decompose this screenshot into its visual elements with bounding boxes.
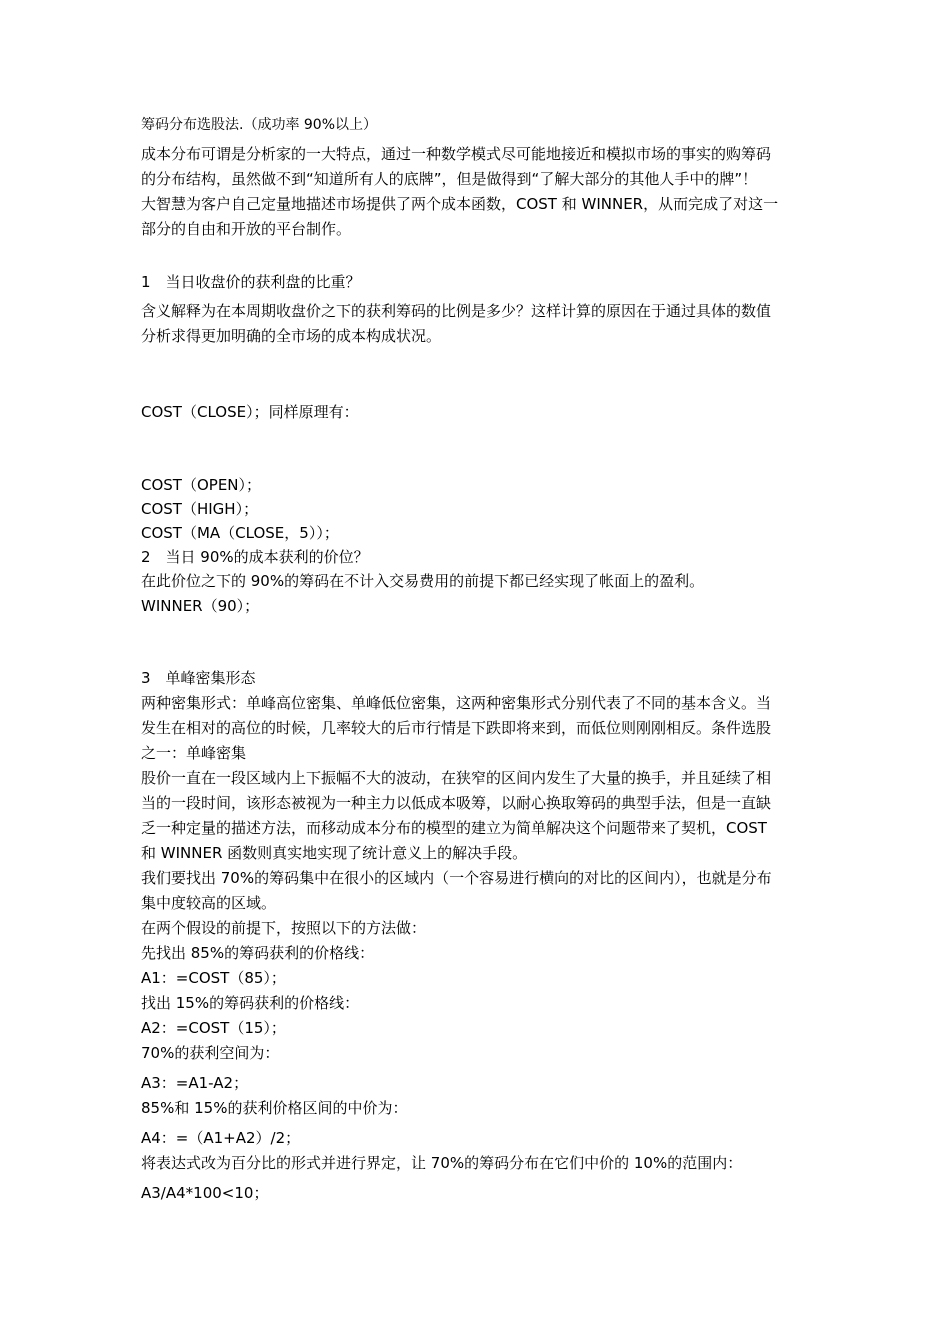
formula-line: A4：=（A1+A2）/2； — [141, 1129, 301, 1147]
intro-line: 部分的自由和开放的平台制作。 — [141, 220, 352, 238]
intro-line: 大智慧为客户自己定量地描述市场提供了两个成本函数，COST 和 WINNER，从而完成了对这一 — [141, 195, 779, 213]
section3-text: 乏一种定量的描述方法，而移动成本分布的模型的建立为简单解决这个问题带来了契机，COST — [141, 819, 767, 837]
step-line: 70%的获利空间为： — [141, 1044, 280, 1062]
step-line: 在两个假设的前提下，按照以下的方法做： — [141, 919, 427, 937]
section3-text: 发生在相对的高位的时候，几率较大的后市行情是下跌即将来到，而低位则刚刚相反。条件选股 — [141, 719, 772, 737]
step-line: 先找出 85%的筹码获利的价格线： — [141, 944, 375, 962]
step-line: 85%和 15%的获利价格区间的中价为： — [141, 1099, 408, 1117]
section3-text: 和 WINNER 函数则真实地实现了统计意义上的解决手段。 — [141, 844, 528, 862]
section3-text: 我们要找出 70%的筹码集中在很小的区域内（一个容易进行横向的对比的区间内），也就是分布 — [141, 869, 772, 887]
section3-text: 之一：单峰密集 — [141, 744, 247, 762]
step-line: 将表达式改为百分比的形式并进行界定，让 70%的筹码分布在它们中价的 10%的范围内： — [141, 1154, 743, 1172]
formula-line: WINNER（90）； — [141, 597, 260, 615]
formula-line: COST（HIGH）； — [141, 500, 259, 518]
section3-text: 两种密集形式：单峰高位密集、单峰低位密集，这两种密集形式分别代表了不同的基本含义。当 — [141, 694, 772, 712]
document-title: 筹码分布选股法.（成功率 90%以上） — [141, 117, 378, 133]
section1-heading: 1 当日收盘价的获利盘的比重？ — [141, 273, 361, 291]
section3-text: 集中度较高的区域。 — [141, 894, 277, 912]
section3-text: 当的一段时间，该形态被视为一种主力以低成本吸筹，以耐心换取筹码的典型手法，但是一直缺 — [141, 794, 772, 812]
intro-line: 的分布结构，虽然做不到“知道所有人的底牌”，但是做得到“了解大部分的其他人手中的牌”！ — [141, 170, 758, 188]
section2-heading: 2 当日 90%的成本获利的价位？ — [141, 548, 369, 566]
formula-line: A1：=COST（85）； — [141, 969, 286, 987]
intro-line: 成本分布可谓是分析家的一大特点，通过一种数学模式尽可能地接近和模拟市场的事实的购筹码 — [141, 145, 772, 163]
formula-line: A3：=A1-A2； — [141, 1074, 249, 1092]
formula-line: A2：=COST（15）； — [141, 1019, 286, 1037]
section1-text: 分析求得更加明确的全市场的成本构成状况。 — [141, 327, 442, 345]
formula-line: COST（MA（CLOSE，5））； — [141, 524, 339, 542]
section1-text: 含义解释为在本周期收盘价之下的获利筹码的比例是多少？这样计算的原因在于通过具体的数值 — [141, 302, 772, 320]
formula-line: A3/A4*100<10； — [141, 1184, 269, 1202]
section3-heading: 3 单峰密集形态 — [141, 669, 256, 687]
section2-text: 在此价位之下的 90%的筹码在不计入交易费用的前提下都已经实现了帐面上的盈利。 — [141, 572, 705, 590]
formula-line: COST（CLOSE）；同样原理有： — [141, 403, 359, 421]
section3-text: 股价一直在一段区域内上下振幅不大的波动，在狭窄的区间内发生了大量的换手，并且延续了相 — [141, 769, 772, 787]
formula-line: COST（OPEN）； — [141, 476, 262, 494]
step-line: 找出 15%的筹码获利的价格线： — [141, 994, 360, 1012]
